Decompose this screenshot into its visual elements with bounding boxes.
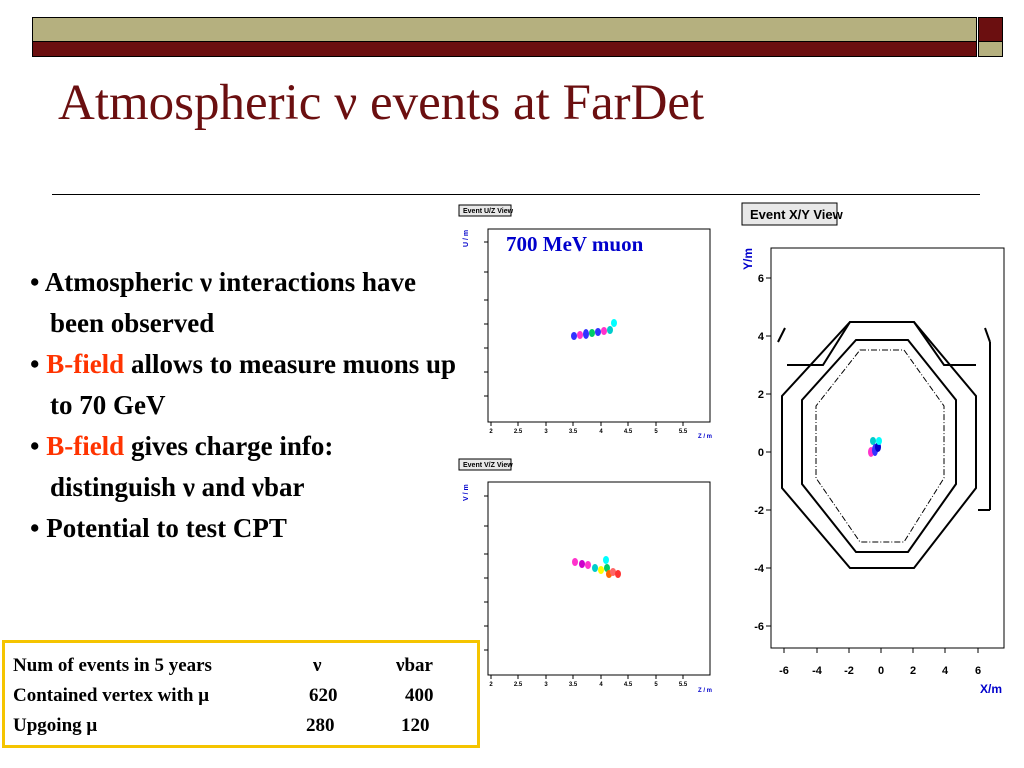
bullet-highlight: B-field (46, 349, 125, 379)
bullet-marker: • (30, 431, 40, 461)
uz-xtick: 2.5 (513, 429, 523, 435)
xy-ytick: -6 (754, 621, 764, 633)
table-header-label: Num of events in 5 years (13, 655, 212, 676)
uz-xtick: 4.5 (623, 429, 633, 435)
uz-xtick: 5 (654, 429, 658, 435)
vz-xtick: 2 (489, 682, 493, 688)
bullet-text: Potential to test CPT (46, 513, 287, 543)
bullet-text: Atmospheric ν interactions have been observed (44, 267, 416, 338)
vz-xtick: 2.5 (513, 682, 523, 688)
bullet-text: allows to measure muons up to 70 GeV (50, 349, 456, 420)
xy-xtick: -2 (844, 665, 854, 677)
xy-xlabel: X/m (980, 682, 1003, 696)
xy-xtick: 0 (877, 665, 885, 677)
vz-ylabel: V / m (463, 484, 470, 501)
uz-xtick: 3 (544, 429, 548, 435)
uz-xlabel: Z / m (698, 434, 713, 440)
bullet-list (30, 262, 460, 549)
uz-xtick: 3.5 (568, 429, 578, 435)
uz-frame (488, 229, 710, 422)
uz-xtick: 5.5 (678, 429, 688, 435)
vz-view-svg (458, 456, 718, 701)
xy-ytick: 2 (757, 389, 764, 401)
table-cell-nubar: 120 (401, 715, 430, 736)
uz-xtick: 2 (489, 429, 493, 435)
xy-view-plot (738, 200, 1008, 705)
bullet-item-charge (30, 426, 460, 508)
event-count-table (2, 640, 480, 748)
muon-annotation: 700 MeV muon (506, 232, 644, 256)
table-cell-nubar: 400 (405, 685, 434, 706)
bullet-marker: • (30, 349, 40, 379)
table-row-label: Contained vertex with μ (13, 685, 210, 706)
xy-view-tag: Event X/Y View (750, 207, 843, 222)
title-divider (52, 194, 980, 195)
uz-ylabel: U / m (463, 229, 470, 247)
bullet-item-cpt (30, 508, 460, 549)
xy-xtick: -4 (812, 665, 822, 677)
xy-ytick: 0 (757, 447, 764, 459)
vz-xtick: 3.5 (568, 682, 578, 688)
xy-ylabel: Y/m (741, 247, 755, 270)
vz-xtick: 4.5 (623, 682, 633, 688)
xy-xtick: 2 (909, 665, 917, 677)
table-cell-nu: 280 (306, 715, 335, 736)
xy-xtick: 6 (974, 665, 982, 677)
xy-xtick: -6 (779, 665, 789, 677)
bullet-text: gives charge info: distinguish ν and νbar (50, 431, 334, 502)
bullet-item-observed (30, 262, 460, 344)
vz-frame (488, 482, 710, 675)
table-cell-nu: 620 (309, 685, 338, 706)
header-bar-dark (32, 42, 977, 57)
xy-ytick: 4 (757, 331, 764, 343)
vz-xtick: 4 (599, 682, 603, 688)
vz-view-plot (458, 456, 718, 701)
xy-frame (771, 248, 1004, 648)
vz-xtick: 3 (544, 682, 548, 688)
bullet-marker: • (30, 513, 40, 543)
header-square-light (978, 42, 1003, 57)
table-header-nubar: νbar (396, 655, 433, 676)
bullet-item-measure (30, 344, 460, 426)
vz-xtick: 5.5 (678, 682, 688, 688)
uz-xtick: 4 (599, 429, 603, 435)
xy-xtick: 4 (941, 665, 949, 677)
xy-view-svg (738, 200, 1008, 705)
xy-ytick: -2 (754, 505, 764, 517)
bullet-marker: • (30, 267, 40, 297)
table-header-nu: ν (313, 655, 322, 676)
table-row-label: Upgoing μ (13, 715, 98, 736)
vz-view-tag: Event V/Z View (463, 462, 513, 469)
header-square-dark (978, 17, 1003, 42)
slide-title: Atmospheric ν events at FarDet (58, 75, 705, 131)
xy-ytick: 6 (757, 273, 764, 285)
bullet-highlight: B-field (46, 431, 125, 461)
uz-view-tag: Event U/Z View (463, 208, 514, 215)
xy-ytick: -4 (754, 563, 764, 575)
vz-xtick: 5 (654, 682, 658, 688)
vz-xlabel: Z / m (698, 688, 713, 694)
header-bar-light (32, 17, 977, 42)
